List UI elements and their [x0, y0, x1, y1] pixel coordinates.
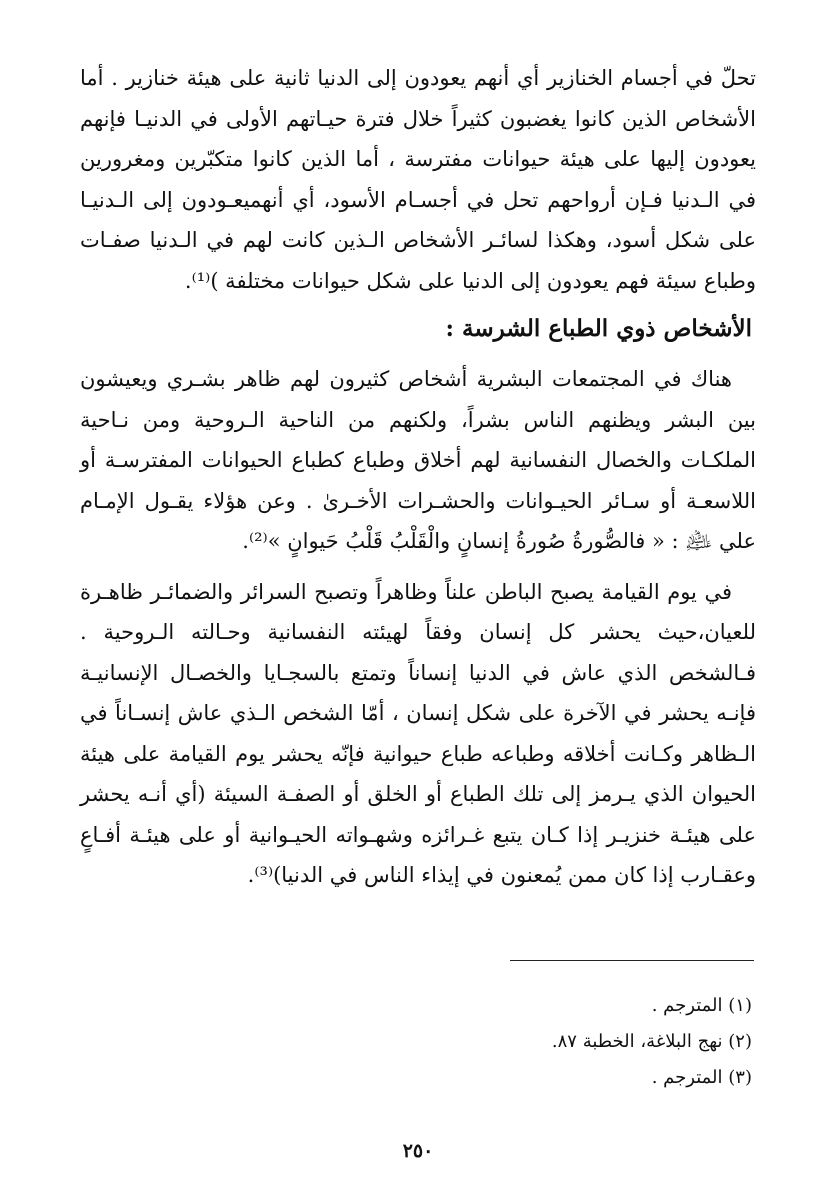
footnote-3: (٣) المترجم .	[651, 1067, 752, 1088]
section-heading: الأشخاص ذوي الطباع الشرسة :	[445, 315, 752, 342]
paragraph-gap	[80, 562, 756, 572]
page-number: ٢٥٠	[402, 1140, 434, 1162]
footnotes	[552, 988, 752, 1096]
footnote-separator	[510, 960, 754, 961]
footnote-2: (٢) نهج البلاغة، الخطبة ٨٧.	[551, 1031, 752, 1052]
page-body	[80, 58, 756, 896]
paragraph-reincarnation: تحلّ في أجسام الخنازير أي أنهم يعودون إلى الدنيا ثانية على هيئة خنازير . أما الأشخاص الذين كانوا يغضبون كثيراً خلال فترة حيـاتهم الأولى في الدنيـا فإنهم يعودون إليها على هيئة حيوانات مفترسة ، أما الذين كانوا متكبّرين ومغرورين في الـدنيا فـإن أرواحهم تحل في أجسـام الأسود، أي أنهميعـودون إلى الـدنيـا على شكل أسود، وهكذا لسائـر الأشخاص الـذين كانت لهم في الـدنيا صفـات وطباع سيئة فهم يعودون إلى الدنيا على شكل حيوانات مختلفة )⁽¹⁾.	[80, 66, 756, 293]
footnote-1: (١) المترجم .	[651, 995, 752, 1016]
paragraph-day-of-judgment: في يوم القيامة يصبح الباطن علناً وظاهراً وتصبح السرائر والضمائـر ظاهـرة للعيان،حيث يحشر كل إنسان وفقاً لهيئته النفسانية وحـالته الـروحية . فـالشخص الذي عاش في الدنيا إنساناً وتمتع بالسجـايا والخصـال الإنسانيـة فإنـه يحشر في الآخرة على شكل إنسان ، أمّا الشخص الـذي عاش إنسـاناً في الـظاهر وكـانت أخلاقه وطباعه طباع حيوانية فإنّه يحشر يوم القيامة على هيئة الحيوان الذي يـرمز إلى تلك الطباع أو الخلق أو الصفـة السيئة (أي أنـه يحشر على هيئـة خنزيـر إذا كـان يتبع غـرائزه وشهـواته الحيـوانية أو على هيئـة أفـاعٍ وعقـارب إذا كان ممن يُمعنون في إيذاء الناس في الدنيا)⁽³⁾.	[80, 579, 756, 887]
paragraph-human-appearance: هناك في المجتمعات البشرية أشخاص كثيرون لهم ظاهر بشـري ويعيشون بين البشر ويظنهم الناس بشراً، ولكنهم من الناحية الـروحية ومن نـاحية الملكـات والخصال النفسانية لهم أخلاق وطباع كطباع الحيوانات المفترسـة أو اللاسعـة أو سـائر الحيـوانات والحشـرات الأخـرىٰ . وعن هؤلاء يقـول الإمـام علي ﵇ : « فالصُّورةُ صُورةُ إنسانٍ والْقَلْبُ قَلْبُ حَيوانٍ »⁽²⁾.	[80, 367, 756, 553]
